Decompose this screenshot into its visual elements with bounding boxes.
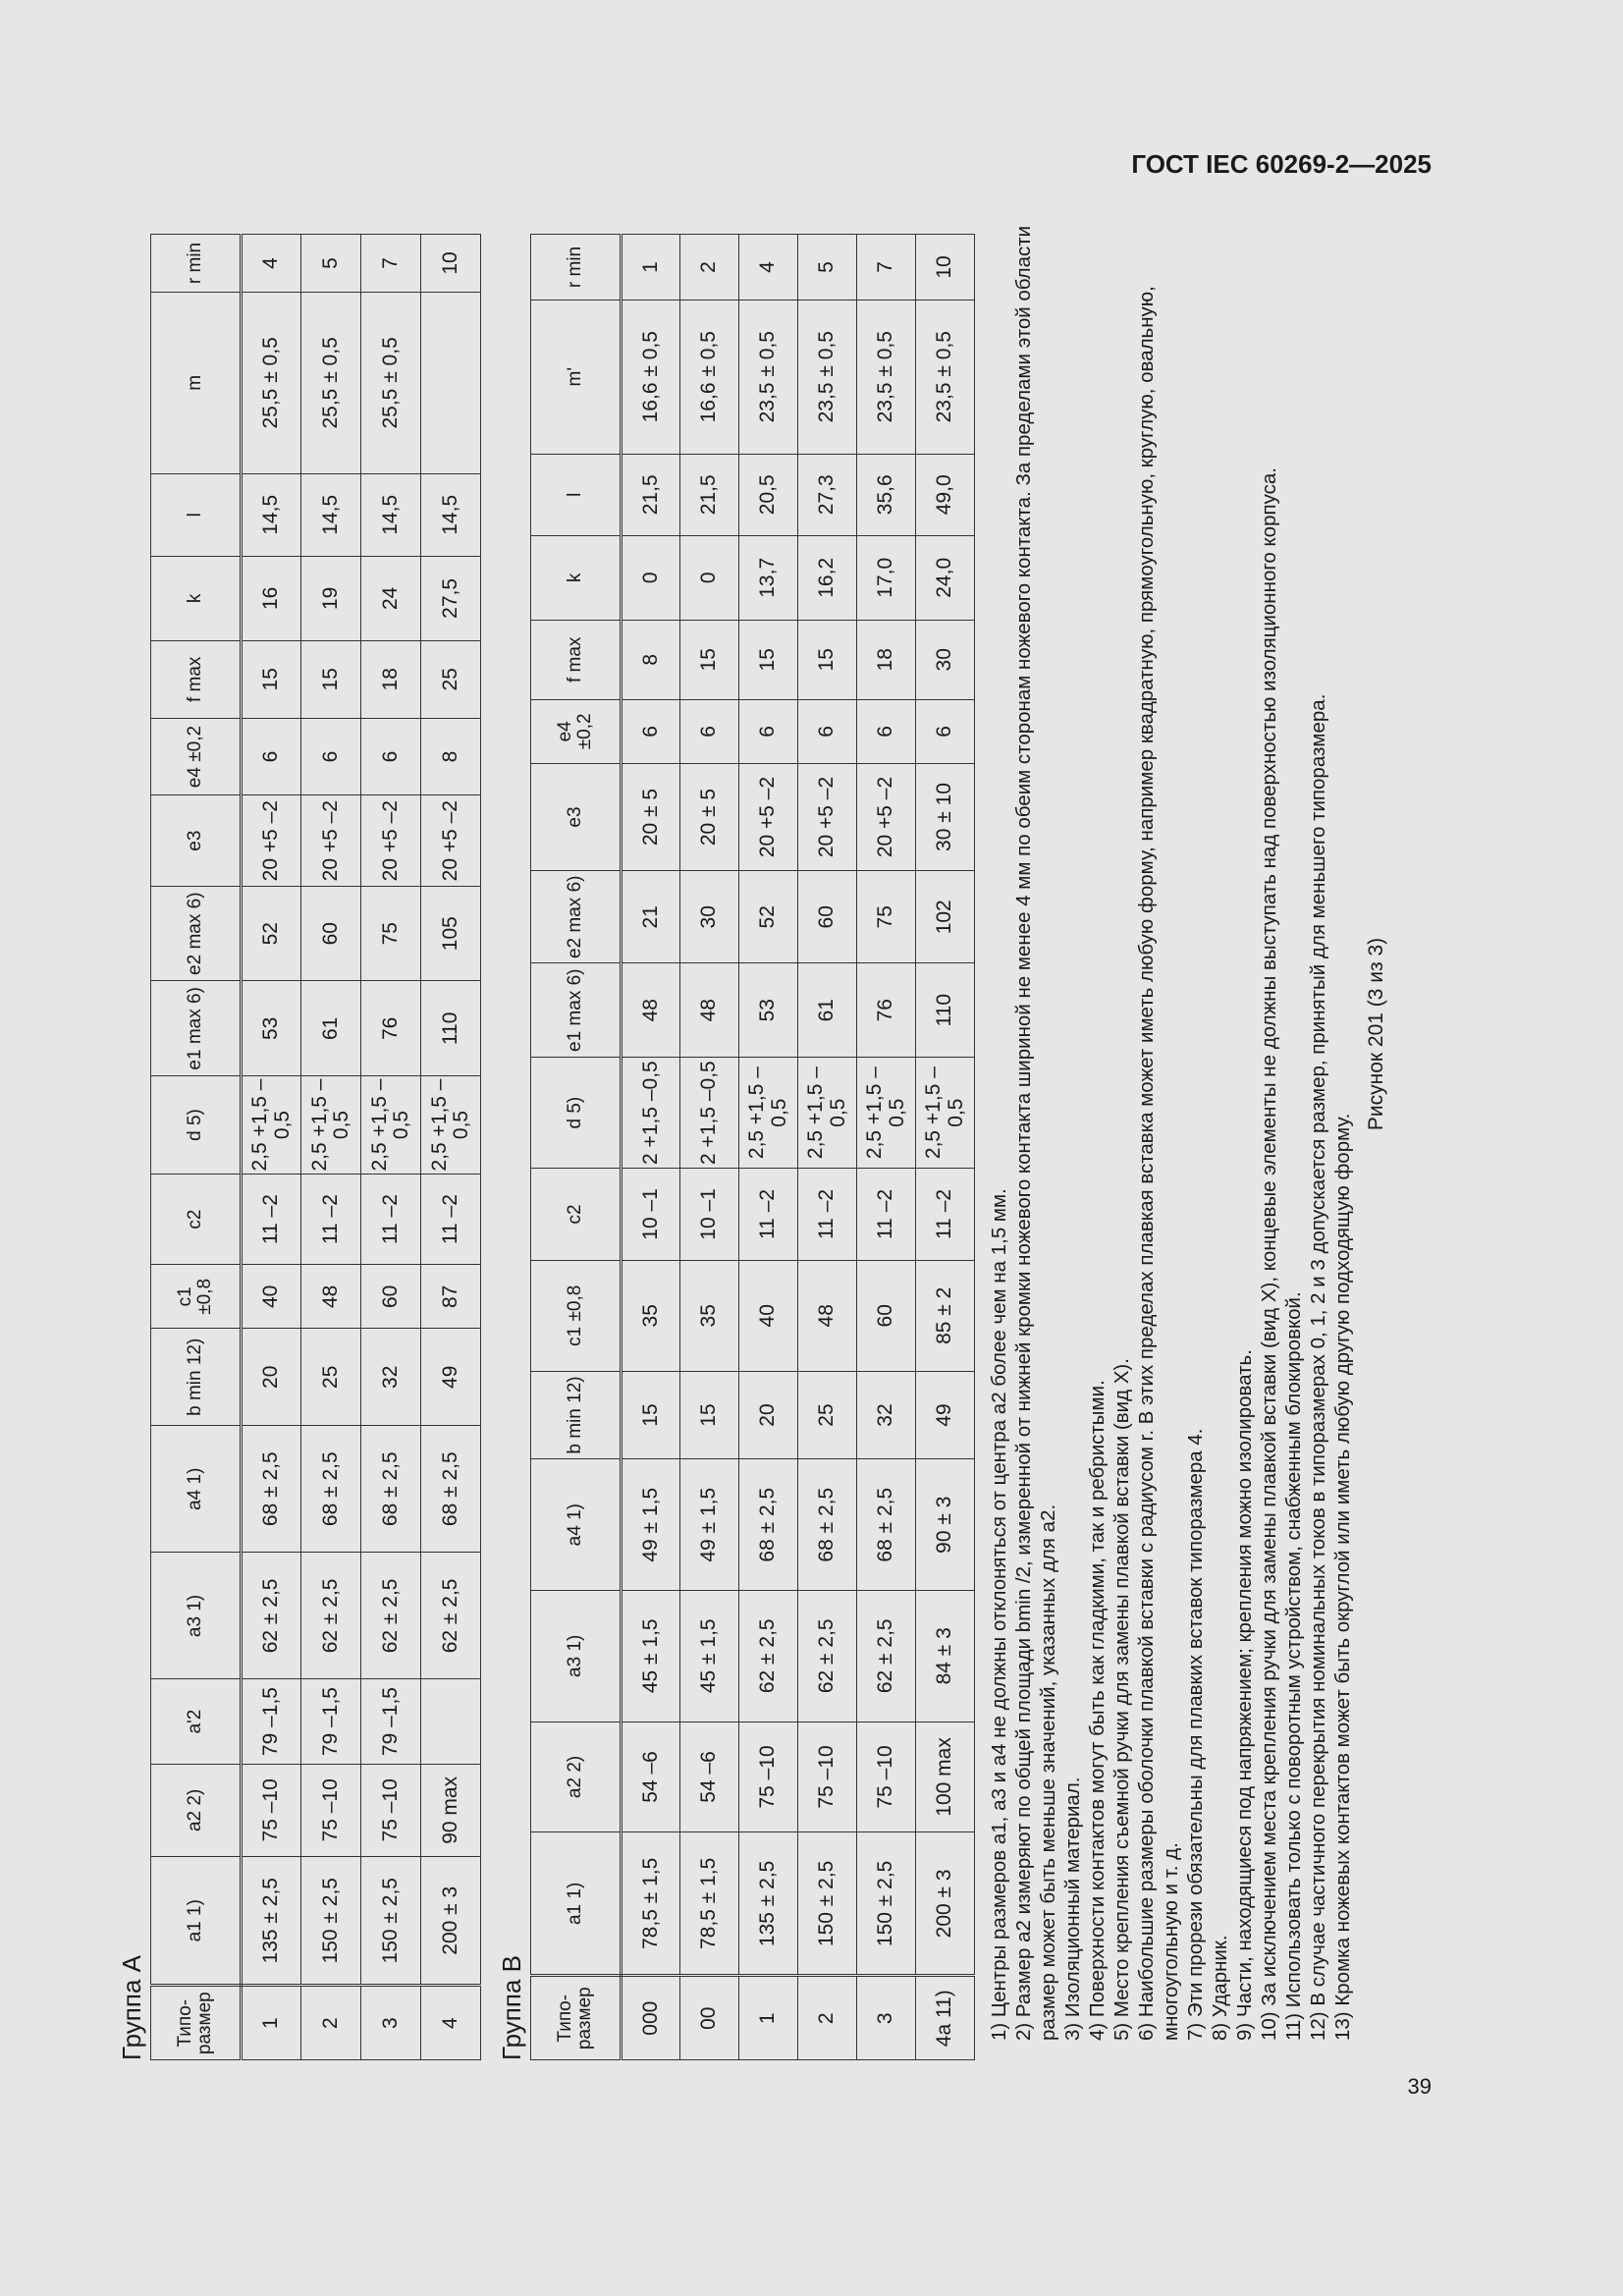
table-cell: 62 ± 2,5 <box>739 1590 798 1722</box>
table-cell: 10 –1 <box>622 1168 680 1260</box>
table-cell: 15 <box>301 640 361 718</box>
table-row <box>916 235 975 2060</box>
table-cell: 11 –2 <box>301 1174 361 1264</box>
group-a-title: Группа А <box>117 1955 146 2060</box>
table-cell: 10 <box>916 235 975 301</box>
column-header: a4 1) <box>531 1459 622 1591</box>
table-row <box>421 235 481 2060</box>
column-header: a1 1) <box>531 1832 622 1976</box>
table-cell: 24 <box>361 556 421 640</box>
table-cell: 200 ± 3 <box>916 1832 975 1976</box>
table-row <box>301 235 361 2060</box>
table-cell: 5 <box>798 235 857 301</box>
table-cell: 87 <box>421 1265 481 1329</box>
table-cell: 15 <box>739 620 798 699</box>
table-cell: 27,5 <box>421 556 481 640</box>
table-cell: 75 –10 <box>361 1764 421 1857</box>
table-cell: 54 –6 <box>622 1722 680 1832</box>
table-cell: 15 <box>622 1371 680 1459</box>
table-cell: 7 <box>857 235 916 301</box>
table-cell: 102 <box>916 871 975 963</box>
table-cell: 6 <box>739 700 798 764</box>
table-cell: 0 <box>680 536 739 621</box>
column-header: e2 max 6) <box>151 886 242 981</box>
table-cell: 23,5 ± 0,5 <box>798 300 857 454</box>
footnote: 5) Место крепления съемной ручки для замены плавкой вставки (вид X). <box>1110 1358 1133 2041</box>
table-cell: 21 <box>622 871 680 963</box>
footnote: 8) Ударник. <box>1209 1935 1231 2041</box>
table-cell: 16 <box>242 556 301 640</box>
figure-caption: Рисунок 201 (3 из 3) <box>1365 937 1387 1131</box>
table-cell: 11 –2 <box>421 1174 481 1264</box>
table-cell: 16,2 <box>798 536 857 621</box>
table-cell: 110 <box>421 981 481 1076</box>
table-cell: 2 <box>680 235 739 301</box>
table-cell: 52 <box>242 886 301 981</box>
group-b-table <box>530 234 975 2060</box>
table-cell: 2,5 +1,5 –0,5 <box>301 1076 361 1175</box>
footnotes <box>987 224 1355 2060</box>
table-cell: 49 <box>421 1329 481 1426</box>
table-row <box>739 235 798 2060</box>
column-header: f max <box>151 640 242 718</box>
table-cell <box>421 1679 481 1764</box>
table-cell: 49 <box>916 1371 975 1459</box>
table-cell: 2,5 +1,5 –0,5 <box>739 1058 798 1169</box>
footnote: 10) За исключением места крепления ручки для замены плавкой вставки (вид X), концевые элементы не должны выступать над поверхностью изоляционного корпуса. <box>1258 467 1280 2041</box>
table-cell: 2,5 +1,5 –0,5 <box>916 1058 975 1169</box>
table-cell: 2,5 +1,5 –0,5 <box>421 1076 481 1175</box>
column-header: c2 <box>531 1168 622 1260</box>
table-cell: 68 ± 2,5 <box>421 1426 481 1553</box>
table-cell: 68 ± 2,5 <box>242 1426 301 1553</box>
table-cell: 11 –2 <box>916 1168 975 1260</box>
table-cell: 15 <box>680 1371 739 1459</box>
table-cell: 11 –2 <box>361 1174 421 1264</box>
table-cell: 14,5 <box>242 473 301 556</box>
column-header: m <box>151 292 242 473</box>
table-cell: 60 <box>361 1265 421 1329</box>
table-cell: 20 +5 –2 <box>857 763 916 871</box>
table-cell: 1 <box>739 1976 798 2060</box>
column-header: Типо-размер <box>531 1976 622 2060</box>
footnote: 12) В случае частичного перекрытия номинальных токов в типоразмерах 0, 1, 2 и 3 допускается размер, принятый для меньшего типоразмера. <box>1307 693 1329 2041</box>
table-cell: 20 +5 –2 <box>242 795 301 886</box>
table-cell: 11 –2 <box>242 1174 301 1264</box>
table-cell: 68 ± 2,5 <box>361 1426 421 1553</box>
column-header: a1 1) <box>151 1857 242 1986</box>
table-cell: 150 ± 2,5 <box>798 1832 857 1976</box>
table-cell: 25,5 ± 0,5 <box>301 292 361 473</box>
table-cell: 150 ± 2,5 <box>301 1857 361 1986</box>
table-cell: 48 <box>798 1260 857 1371</box>
table-cell: 00 <box>680 1976 739 2060</box>
table-cell: 79 –1,5 <box>242 1679 301 1764</box>
table-cell: 62 ± 2,5 <box>421 1553 481 1679</box>
table-cell: 20 ± 5 <box>622 763 680 871</box>
table-cell: 6 <box>242 718 301 795</box>
table-cell: 35 <box>680 1260 739 1371</box>
column-header: c1 ±0,8 <box>531 1260 622 1371</box>
table-cell: 40 <box>739 1260 798 1371</box>
table-cell: 75 <box>857 871 916 963</box>
group-b-title: Группа В <box>497 1955 526 2060</box>
table-cell: 90 ± 3 <box>916 1459 975 1591</box>
table-cell: 20 +5 –2 <box>421 795 481 886</box>
table-cell: 25,5 ± 0,5 <box>242 292 301 473</box>
column-header: a3 1) <box>531 1590 622 1722</box>
footnote: 1) Центры размеров a1, a3 и a4 не должны отклоняться от центра a2 более чем на 1,5 мм. <box>988 1188 1010 2041</box>
table-cell: 25 <box>301 1329 361 1426</box>
table-cell: 2 +1,5 –0,5 <box>680 1058 739 1169</box>
table-cell: 6 <box>361 718 421 795</box>
column-header: c2 <box>151 1174 242 1264</box>
rotated-page-content <box>113 224 1387 2060</box>
table-cell: 78,5 ± 1,5 <box>622 1832 680 1976</box>
table-cell: 78,5 ± 1,5 <box>680 1832 739 1976</box>
column-header: f max <box>531 620 622 699</box>
table-cell: 62 ± 2,5 <box>242 1553 301 1679</box>
table-cell: 15 <box>798 620 857 699</box>
footnote: 11) Использовать только с поворотным устройством, снабженным блокировкой. <box>1282 1291 1305 2041</box>
table-cell: 18 <box>361 640 421 718</box>
table-cell: 53 <box>739 963 798 1058</box>
table-cell: 90 max <box>421 1764 481 1857</box>
table-cell: 84 ± 3 <box>916 1590 975 1722</box>
column-header: c1 ±0,8 <box>151 1265 242 1329</box>
column-header: k <box>151 556 242 640</box>
table-cell: 17,0 <box>857 536 916 621</box>
table-cell: 8 <box>622 620 680 699</box>
table-cell: 6 <box>622 700 680 764</box>
table-cell: 75 –10 <box>857 1722 916 1832</box>
table-cell: 8 <box>421 718 481 795</box>
table-cell: 15 <box>680 620 739 699</box>
column-header: m' <box>531 300 622 454</box>
table-cell: 10 <box>421 235 481 293</box>
table-cell: 45 ± 1,5 <box>622 1590 680 1722</box>
table-cell <box>421 292 481 473</box>
column-header: a4 1) <box>151 1426 242 1553</box>
table-cell: 2 <box>301 1986 361 2060</box>
table-cell: 1 <box>242 1986 301 2060</box>
table-cell: 11 –2 <box>739 1168 798 1260</box>
table-cell: 21,5 <box>622 454 680 536</box>
column-header: e3 <box>531 763 622 871</box>
table-cell: 20 +5 –2 <box>301 795 361 886</box>
table-cell: 3 <box>361 1986 421 2060</box>
table-cell: 150 ± 2,5 <box>361 1857 421 1986</box>
table-cell: 2,5 +1,5 –0,5 <box>798 1058 857 1169</box>
table-cell: 21,5 <box>680 454 739 536</box>
table-cell: 2,5 +1,5 –0,5 <box>361 1076 421 1175</box>
table-cell: 30 <box>680 871 739 963</box>
table-cell: 0 <box>622 536 680 621</box>
table-cell: 20 +5 –2 <box>798 763 857 871</box>
table-header-row <box>531 235 622 2060</box>
table-row <box>680 235 739 2060</box>
table-cell: 100 max <box>916 1722 975 1832</box>
column-header: b min 12) <box>151 1329 242 1426</box>
table-cell: 30 ± 10 <box>916 763 975 871</box>
table-cell: 75 –10 <box>301 1764 361 1857</box>
table-cell: 5 <box>301 235 361 293</box>
table-cell: 3 <box>857 1976 916 2060</box>
table-cell: 4 <box>739 235 798 301</box>
table-cell: 25 <box>421 640 481 718</box>
table-cell: 53 <box>242 981 301 1076</box>
table-cell: 110 <box>916 963 975 1058</box>
table-row <box>857 235 916 2060</box>
column-header: r min <box>151 235 242 293</box>
table-cell: 68 ± 2,5 <box>739 1459 798 1591</box>
table-cell: 32 <box>361 1329 421 1426</box>
table-cell: 6 <box>916 700 975 764</box>
table-cell: 23,5 ± 0,5 <box>857 300 916 454</box>
table-cell: 10 –1 <box>680 1168 739 1260</box>
table-cell: 23,5 ± 0,5 <box>739 300 798 454</box>
table-cell: 75 –10 <box>798 1722 857 1832</box>
table-cell: 18 <box>857 620 916 699</box>
table-cell: 32 <box>857 1371 916 1459</box>
group-a-table <box>150 234 481 2060</box>
table-cell: 20,5 <box>739 454 798 536</box>
table-cell: 6 <box>680 700 739 764</box>
table-cell: 7 <box>361 235 421 293</box>
table-cell: 13,7 <box>739 536 798 621</box>
column-header: e4 ±0,2 <box>531 700 622 764</box>
table-cell: 105 <box>421 886 481 981</box>
table-cell: 62 ± 2,5 <box>361 1553 421 1679</box>
table-cell: 35,6 <box>857 454 916 536</box>
table-cell: 45 ± 1,5 <box>680 1590 739 1722</box>
table-cell: 15 <box>242 640 301 718</box>
table-cell: 16,6 ± 0,5 <box>680 300 739 454</box>
footnote: 3) Изоляционный материал. <box>1061 1777 1084 2041</box>
table-cell: 20 <box>739 1371 798 1459</box>
table-row <box>242 235 301 2060</box>
column-header: e2 max 6) <box>531 871 622 963</box>
table-cell: 75 –10 <box>739 1722 798 1832</box>
table-cell: 48 <box>680 963 739 1058</box>
column-header: e1 max 6) <box>151 981 242 1076</box>
table-cell: 79 –1,5 <box>301 1679 361 1764</box>
table-cell: 25,5 ± 0,5 <box>361 292 421 473</box>
table-cell: 48 <box>622 963 680 1058</box>
table-cell: 75 <box>361 886 421 981</box>
column-header: e1 max 6) <box>531 963 622 1058</box>
table-cell: 4 <box>242 235 301 293</box>
table-cell: 49,0 <box>916 454 975 536</box>
table-cell: 2 +1,5 –0,5 <box>622 1058 680 1169</box>
table-cell: 52 <box>739 871 798 963</box>
table-cell: 200 ± 3 <box>421 1857 481 1986</box>
table-cell: 60 <box>301 886 361 981</box>
footnote: 4) Поверхности контактов могут быть как гладкими, так и ребристыми. <box>1086 1380 1109 2041</box>
column-header: k <box>531 536 622 621</box>
table-cell: 23,5 ± 0,5 <box>916 300 975 454</box>
footnote: 7) Эти прорези обязательны для плавких вставок типоразмера 4. <box>1184 1428 1207 2041</box>
table-cell: 135 ± 2,5 <box>242 1857 301 1986</box>
column-header: a2 2) <box>531 1722 622 1832</box>
table-cell: 40 <box>242 1265 301 1329</box>
table-cell: 150 ± 2,5 <box>857 1832 916 1976</box>
document-header: ГОСТ IEC 60269-2—2025 <box>1131 149 1432 179</box>
table-row <box>798 235 857 2060</box>
table-cell: 25 <box>798 1371 857 1459</box>
table-cell: 20 <box>242 1329 301 1426</box>
footnote: 13) Кромка ножевых контактов может быть округлой или иметь любую другую подходящую форму. <box>1331 1113 1354 2041</box>
table-cell: 4 <box>421 1986 481 2060</box>
table-cell: 11 –2 <box>798 1168 857 1260</box>
table-cell: 62 ± 2,5 <box>301 1553 361 1679</box>
column-header: l <box>531 454 622 536</box>
table-cell: 2,5 +1,5 –0,5 <box>242 1076 301 1175</box>
table-cell: 79 –1,5 <box>361 1679 421 1764</box>
table-cell: 76 <box>361 981 421 1076</box>
table-cell: 61 <box>798 963 857 1058</box>
table-cell: 27,3 <box>798 454 857 536</box>
table-row <box>361 235 421 2060</box>
footnote: 9) Части, находящиеся под напряжением; крепления можно изолировать. <box>1233 1349 1256 2041</box>
page-number: 39 <box>1407 2074 1432 2099</box>
column-header: a'2 <box>151 1679 242 1764</box>
column-header: d 5) <box>151 1076 242 1175</box>
table-cell: 2,5 +1,5 –0,5 <box>857 1058 916 1169</box>
table-cell: 76 <box>857 963 916 1058</box>
column-header: Типо-размер <box>151 1986 242 2060</box>
column-header: r min <box>531 235 622 301</box>
column-header: e3 <box>151 795 242 886</box>
table-cell: 68 ± 2,5 <box>798 1459 857 1591</box>
column-header: a3 1) <box>151 1553 242 1679</box>
table-cell: 1 <box>622 235 680 301</box>
table-cell: 24,0 <box>916 536 975 621</box>
table-cell: 49 ± 1,5 <box>680 1459 739 1591</box>
column-header: e4 ±0,2 <box>151 718 242 795</box>
table-cell: 61 <box>301 981 361 1076</box>
table-cell: 6 <box>798 700 857 764</box>
table-cell: 68 ± 2,5 <box>301 1426 361 1553</box>
table-cell: 60 <box>798 871 857 963</box>
table-cell: 6 <box>301 718 361 795</box>
table-cell: 62 ± 2,5 <box>798 1590 857 1722</box>
table-cell: 68 ± 2,5 <box>857 1459 916 1591</box>
table-cell: 48 <box>301 1265 361 1329</box>
table-cell: 4a 11) <box>916 1976 975 2060</box>
table-cell: 11 –2 <box>857 1168 916 1260</box>
table-cell: 54 –6 <box>680 1722 739 1832</box>
table-cell: 14,5 <box>361 473 421 556</box>
column-header: b min 12) <box>531 1371 622 1459</box>
table-cell: 000 <box>622 1976 680 2060</box>
table-cell: 14,5 <box>301 473 361 556</box>
table-cell: 2 <box>798 1976 857 2060</box>
table-cell: 20 +5 –2 <box>361 795 421 886</box>
table-cell: 135 ± 2,5 <box>739 1832 798 1976</box>
table-cell: 35 <box>622 1260 680 1371</box>
column-header: d 5) <box>531 1058 622 1169</box>
footnote: 2) Размер a2 измеряют по общей площади bmin /2, измеренной от нижней кромки ножевого контакта шириной не менее 4 мм по обеим сторонам ножевого контакта. За пределами этой области размер может быть меньше значений, указанных для a2. <box>1012 225 1059 2041</box>
table-cell: 6 <box>857 700 916 764</box>
footnote: 6) Наибольшие размеры оболочки плавкой вставки с радиусом r. В этих пределах плавкая вставка может иметь любую форму, например квадратную, прямоугольную, круглую, овальную, многоугольную и т. д. <box>1135 286 1182 2041</box>
table-cell: 14,5 <box>421 473 481 556</box>
table-cell: 16,6 ± 0,5 <box>622 300 680 454</box>
column-header: a2 2) <box>151 1764 242 1857</box>
table-cell: 20 ± 5 <box>680 763 739 871</box>
table-cell: 49 ± 1,5 <box>622 1459 680 1591</box>
table-cell: 62 ± 2,5 <box>857 1590 916 1722</box>
table-cell: 60 <box>857 1260 916 1371</box>
table-cell: 85 ± 2 <box>916 1260 975 1371</box>
column-header: l <box>151 473 242 556</box>
table-cell: 19 <box>301 556 361 640</box>
table-cell: 20 +5 –2 <box>739 763 798 871</box>
table-cell: 75 –10 <box>242 1764 301 1857</box>
table-header-row <box>151 235 242 2060</box>
table-cell: 30 <box>916 620 975 699</box>
table-row <box>622 235 680 2060</box>
